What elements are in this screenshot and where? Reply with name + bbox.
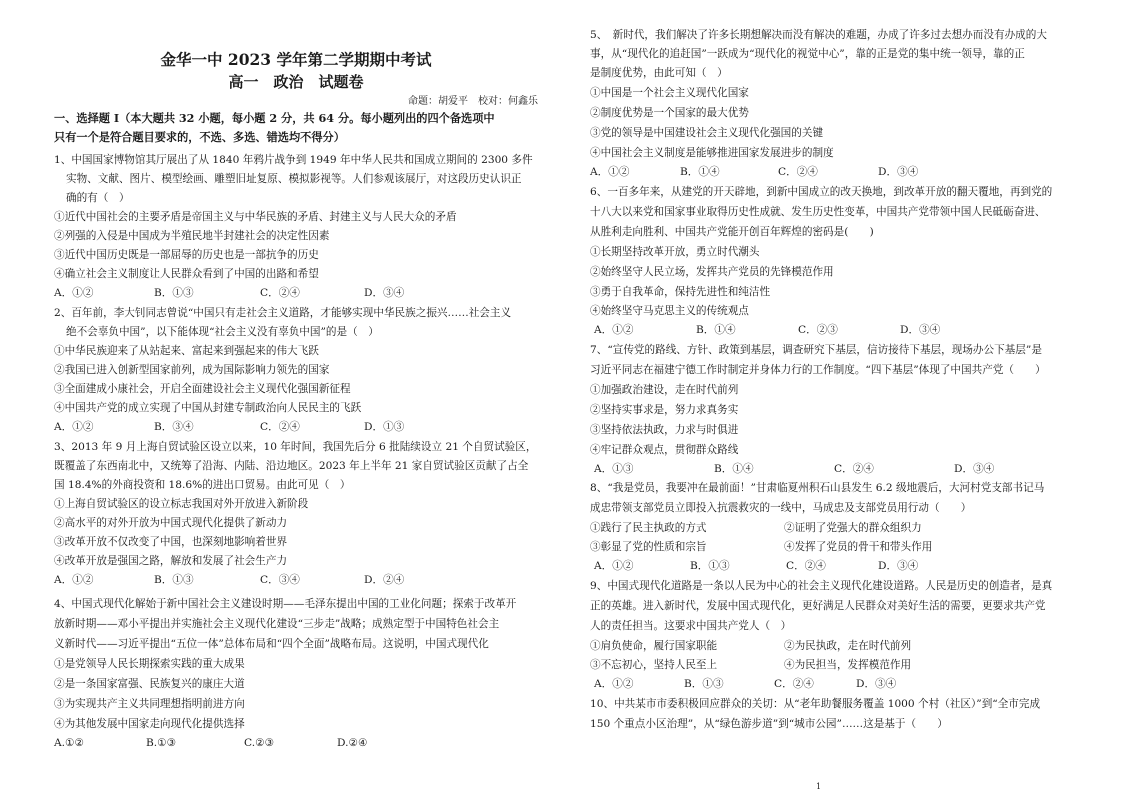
option-b: B．①④ [680, 166, 720, 178]
option-c: C．②④ [834, 463, 874, 475]
q1-options [54, 286, 538, 300]
q1-statement: ①近代中国社会的主要矛盾是帝国主义与中华民族的矛盾、封建主义与人民大众的矛盾 [54, 211, 457, 223]
q4-stem: 义新时代——习近平提出“五位一体”总体布局和“四个全面”战略布局。这说明，中国式现代化 [54, 638, 489, 650]
q2-statement: ③全面建成小康社会，开启全面建设社会主义现代化强国新征程 [54, 383, 351, 395]
option-d: D．③④ [364, 287, 405, 299]
option-a: A.①② [54, 737, 85, 749]
q4-statement: ①是党领导人民长期探索实践的重大成果 [54, 658, 245, 670]
q7-statement: ④牢记群众观点，贯彻群众路线 [590, 444, 739, 456]
exam-title: 金华一中 2023 学年第二学期期中考试 [160, 50, 432, 69]
q9-statement-row [590, 639, 1076, 653]
q7-statement: ②坚持实事求是，努力求真务实 [590, 404, 739, 416]
q8-stem: 8、“我是党员，我要冲在最前面！”甘肃临夏州积石山县发生 6.2 级地震后，大河村党支部书记马 [590, 482, 1045, 494]
option-b: B．①③ [154, 574, 194, 586]
q8-statement-row [590, 521, 1076, 535]
section-heading: 一、选择题 I（本大题共 32 小题，每小题 2 分，共 64 分。每小题列出的四个备选项中 [54, 111, 495, 125]
option-a: A．①② [54, 421, 94, 433]
option-d: D．③④ [856, 678, 897, 690]
q1-statement: ③近代中国历史既是一部屈辱的历史也是一部抗争的历史 [54, 249, 319, 261]
q9-statement: ②为民执政，走在时代前列 [784, 640, 912, 652]
q2-statement: ④中国共产党的成立实现了中国从封建专制政治向人民民主的飞跃 [54, 402, 362, 414]
q3-statement: ④改革开放是强国之路，解放和发展了社会生产力 [54, 555, 288, 567]
q1-statement: ④确立社会主义制度让人民群众看到了中国的出路和希望 [54, 268, 319, 280]
option-b: B．③④ [154, 421, 194, 433]
q2-stem: 绝不会辜负中国”，以下能体现“社会主义没有辜负中国”的是（ ） [66, 326, 379, 338]
q1-stem: 实物、文献、图片、模型绘画、雕塑旧址复原、模拟影视等。人们参观该展厅，对这段历史认识正 [66, 173, 522, 185]
q9-statement: ③不忘初心，坚持人民至上 [590, 659, 718, 671]
option-b: B．①④ [696, 324, 736, 336]
q5-stem: 是制度优势，由此可知（ ） [590, 67, 728, 79]
q8-stem: 成忠带领支部党员立即投入抗震救灾的一线中，马成忠及支部党员用行动（ ） [590, 502, 972, 514]
q10-stem: 150 个重点小区治理”，从“绿色游步道”到“城市公园”……这是基于（ ） [590, 718, 948, 730]
q1-statement: ②列强的入侵是中国成为半殖民地半封建社会的决定性因素 [54, 230, 330, 242]
q1-stem: 1、中国国家博物馆其厅展出了从 1840 年鸦片战争到 1949 年中华人民共和国成立期间的 2300 多件 [54, 154, 533, 166]
option-d: D．①③ [364, 421, 405, 433]
option-c: C.②③ [244, 737, 275, 749]
option-b: B．①③ [154, 287, 194, 299]
q7-stem: 习近平同志在福建宁德工作时制定并身体力行的工作制度。“四下基层”体现了中国共产党（ ） [590, 364, 1046, 376]
q8-statement: ③彰显了党的性质和宗旨 [590, 541, 707, 553]
q9-statement: ①肩负使命，履行国家职能 [590, 640, 718, 652]
option-c: C．②③ [798, 324, 838, 336]
q2-statement: ②我国已进入创新型国家前列，成为国际影响力领先的国家 [54, 364, 330, 376]
option-c: C．②④ [778, 166, 818, 178]
option-d: D．③④ [954, 463, 995, 475]
option-b: B．①③ [684, 678, 724, 690]
q9-stem: 9、中国式现代化道路是一条以人民为中心的社会主义现代化建设道路。人民是历史的创造者，是真 [590, 580, 1053, 592]
q9-statement-row [590, 658, 1076, 672]
option-c: C．②④ [260, 287, 300, 299]
q6-options [590, 323, 1076, 337]
q6-statement: ①长期坚持改革开放，勇立时代潮头 [590, 246, 760, 258]
option-c: C．②④ [260, 421, 300, 433]
author-line: 命题：胡爱平 校对：何鑫乐 [408, 96, 538, 107]
q2-options [54, 420, 538, 434]
q6-stem: 6、一百多年来，从建党的开天辟地，到新中国成立的改天换地，到改革开放的翻天覆地，再到党的 [590, 186, 1053, 198]
option-a: A．①② [594, 678, 634, 690]
q8-statement: ④发挥了党员的骨干和带头作用 [784, 541, 933, 553]
q5-options [590, 165, 1076, 179]
q8-statement: ②证明了党强大的群众组织力 [784, 522, 922, 534]
q3-stem: 既覆盖了东西南北中，又统筹了沿海、内陆、沿边地区。2023 年上半年 21 家自贸试验区贡献了占全 [54, 460, 529, 472]
page-number: 1 [816, 782, 822, 791]
option-d: D．③④ [900, 324, 941, 336]
q4-statement: ②是一条国家富强、民族复兴的康庄大道 [54, 678, 245, 690]
q5-stem: 事，从“现代化的追赶国”一跃成为“现代化的视觉中心”，靠的正是党的集中统一领导，靠的正 [590, 48, 1025, 60]
q8-statement: ①践行了民主执政的方式 [590, 522, 707, 534]
q3-stem: 国 18.4%的外商投资和 18.6%的进出口贸易。由此可见（ ） [54, 479, 351, 491]
option-b: B．①④ [714, 463, 754, 475]
q3-options [54, 573, 538, 587]
q6-stem: 十八大以来党和国家事业取得历史性成就、发生历史性变革，中国共产党带领中国人民砥砺奋进、 [590, 206, 1046, 218]
option-d: D．③④ [878, 560, 919, 572]
q6-stem: 从胜利走向胜利、中国共产党能开创百年辉煌的密码是( ) [590, 226, 874, 238]
q3-statement: ③改革开放不仅改变了中国，也深刻地影响着世界 [54, 536, 288, 548]
q5-statement: ①中国是一个社会主义现代化国家 [590, 87, 749, 99]
q3-statement: ①上海自贸试验区的设立标志我国对外开放进入新阶段 [54, 498, 309, 510]
option-a: A．①② [594, 324, 634, 336]
q8-statement-row [590, 540, 1076, 554]
exam-subtitle: 高一 政治 试题卷 [228, 73, 364, 91]
q8-options [590, 559, 1076, 573]
option-a: A．①② [54, 287, 94, 299]
q4-statement: ③为实现共产主义共同理想指明前进方向 [54, 698, 245, 710]
q4-stem: 4、中国式现代化解始于新中国社会主义建设时期——毛泽东提出中国的工业化问题；探索于改革开 [54, 598, 517, 610]
q4-options [54, 736, 538, 750]
q10-stem: 10、中共某市市委积极回应群众的关切：从“老年助餐服务覆盖 1000 个村（社区）”到“全市完成 [590, 698, 1041, 710]
option-d: D．③④ [878, 166, 919, 178]
q5-statement: ②制度优势是一个国家的最大优势 [590, 107, 749, 119]
q7-options [590, 462, 1076, 476]
q5-statement: ④中国社会主义制度是能够推进国家发展进步的制度 [590, 147, 834, 159]
q6-statement: ②始终坚守人民立场，发挥共产党员的先锋模范作用 [590, 266, 834, 278]
option-d: D．②④ [364, 574, 405, 586]
q3-statement: ②高水平的对外开放为中国式现代化提供了新动力 [54, 517, 288, 529]
option-a: A．①② [54, 574, 94, 586]
q9-options [590, 677, 1076, 691]
q7-statement: ①加强政治建设，走在时代前列 [590, 384, 739, 396]
q3-stem: 3、2013 年 9 月上海自贸试验区设立以来，10 年时间，我国先后分 6 批陆续设立 21 个自贸试验区， [54, 441, 537, 453]
q7-statement: ③坚持依法执政，力求与时俱进 [590, 424, 739, 436]
q4-statement: ④为其他发展中国家走向现代化提供选择 [54, 718, 245, 730]
option-c: C．②④ [786, 560, 826, 572]
q7-stem: 7、“宣传党的路线、方针、政策到基层，调查研究下基层，信访接待下基层，现场办公下基层”是 [590, 344, 1042, 356]
q9-stem: 人的责任担当。这要求中国共产党人（ ） [590, 620, 792, 632]
option-d: D.②④ [337, 737, 368, 749]
q5-stem: 5、 新时代，我们解决了许多长期想解决而没有解决的难题，办成了许多过去想办而没有办成的大 [590, 29, 1047, 41]
q5-statement: ③党的领导是中国建设社会主义现代化强国的关键 [590, 127, 824, 139]
q9-statement: ④为民担当，发挥模范作用 [784, 659, 912, 671]
option-a: A．①② [590, 166, 630, 178]
q2-stem: 2、百年前，李大钊同志曾说“中国只有走社会主义道路，才能够实现中华民族之振兴……社会主义 [54, 307, 512, 319]
option-a: A．①③ [594, 463, 634, 475]
option-b: B.①③ [146, 737, 177, 749]
q9-stem: 正的英雄。进入新时代，发展中国式现代化，更好满足人民群众对美好生活的需要，更要求共产党 [590, 600, 1046, 612]
option-c: C．③④ [260, 574, 300, 586]
q6-statement: ④始终坚守马克思主义的传统观点 [590, 305, 749, 317]
q1-stem: 确的有（ ） [66, 192, 130, 204]
section-heading-cont: 只有一个是符合题目要求的，不选、多选、错选均不得分） [54, 130, 345, 144]
option-c: C．②④ [774, 678, 814, 690]
q6-statement: ③勇于自我革命，保持先进性和纯洁性 [590, 286, 771, 298]
q4-stem: 放新时期——邓小平提出并实施社会主义现代化建设“三步走”战略；成熟定型于中国特色社会主 [54, 618, 500, 630]
option-a: A．①② [594, 560, 634, 572]
option-b: B．①③ [690, 560, 730, 572]
q2-statement: ①中华民族迎来了从站起来、富起来到强起来的伟大飞跃 [54, 345, 319, 357]
